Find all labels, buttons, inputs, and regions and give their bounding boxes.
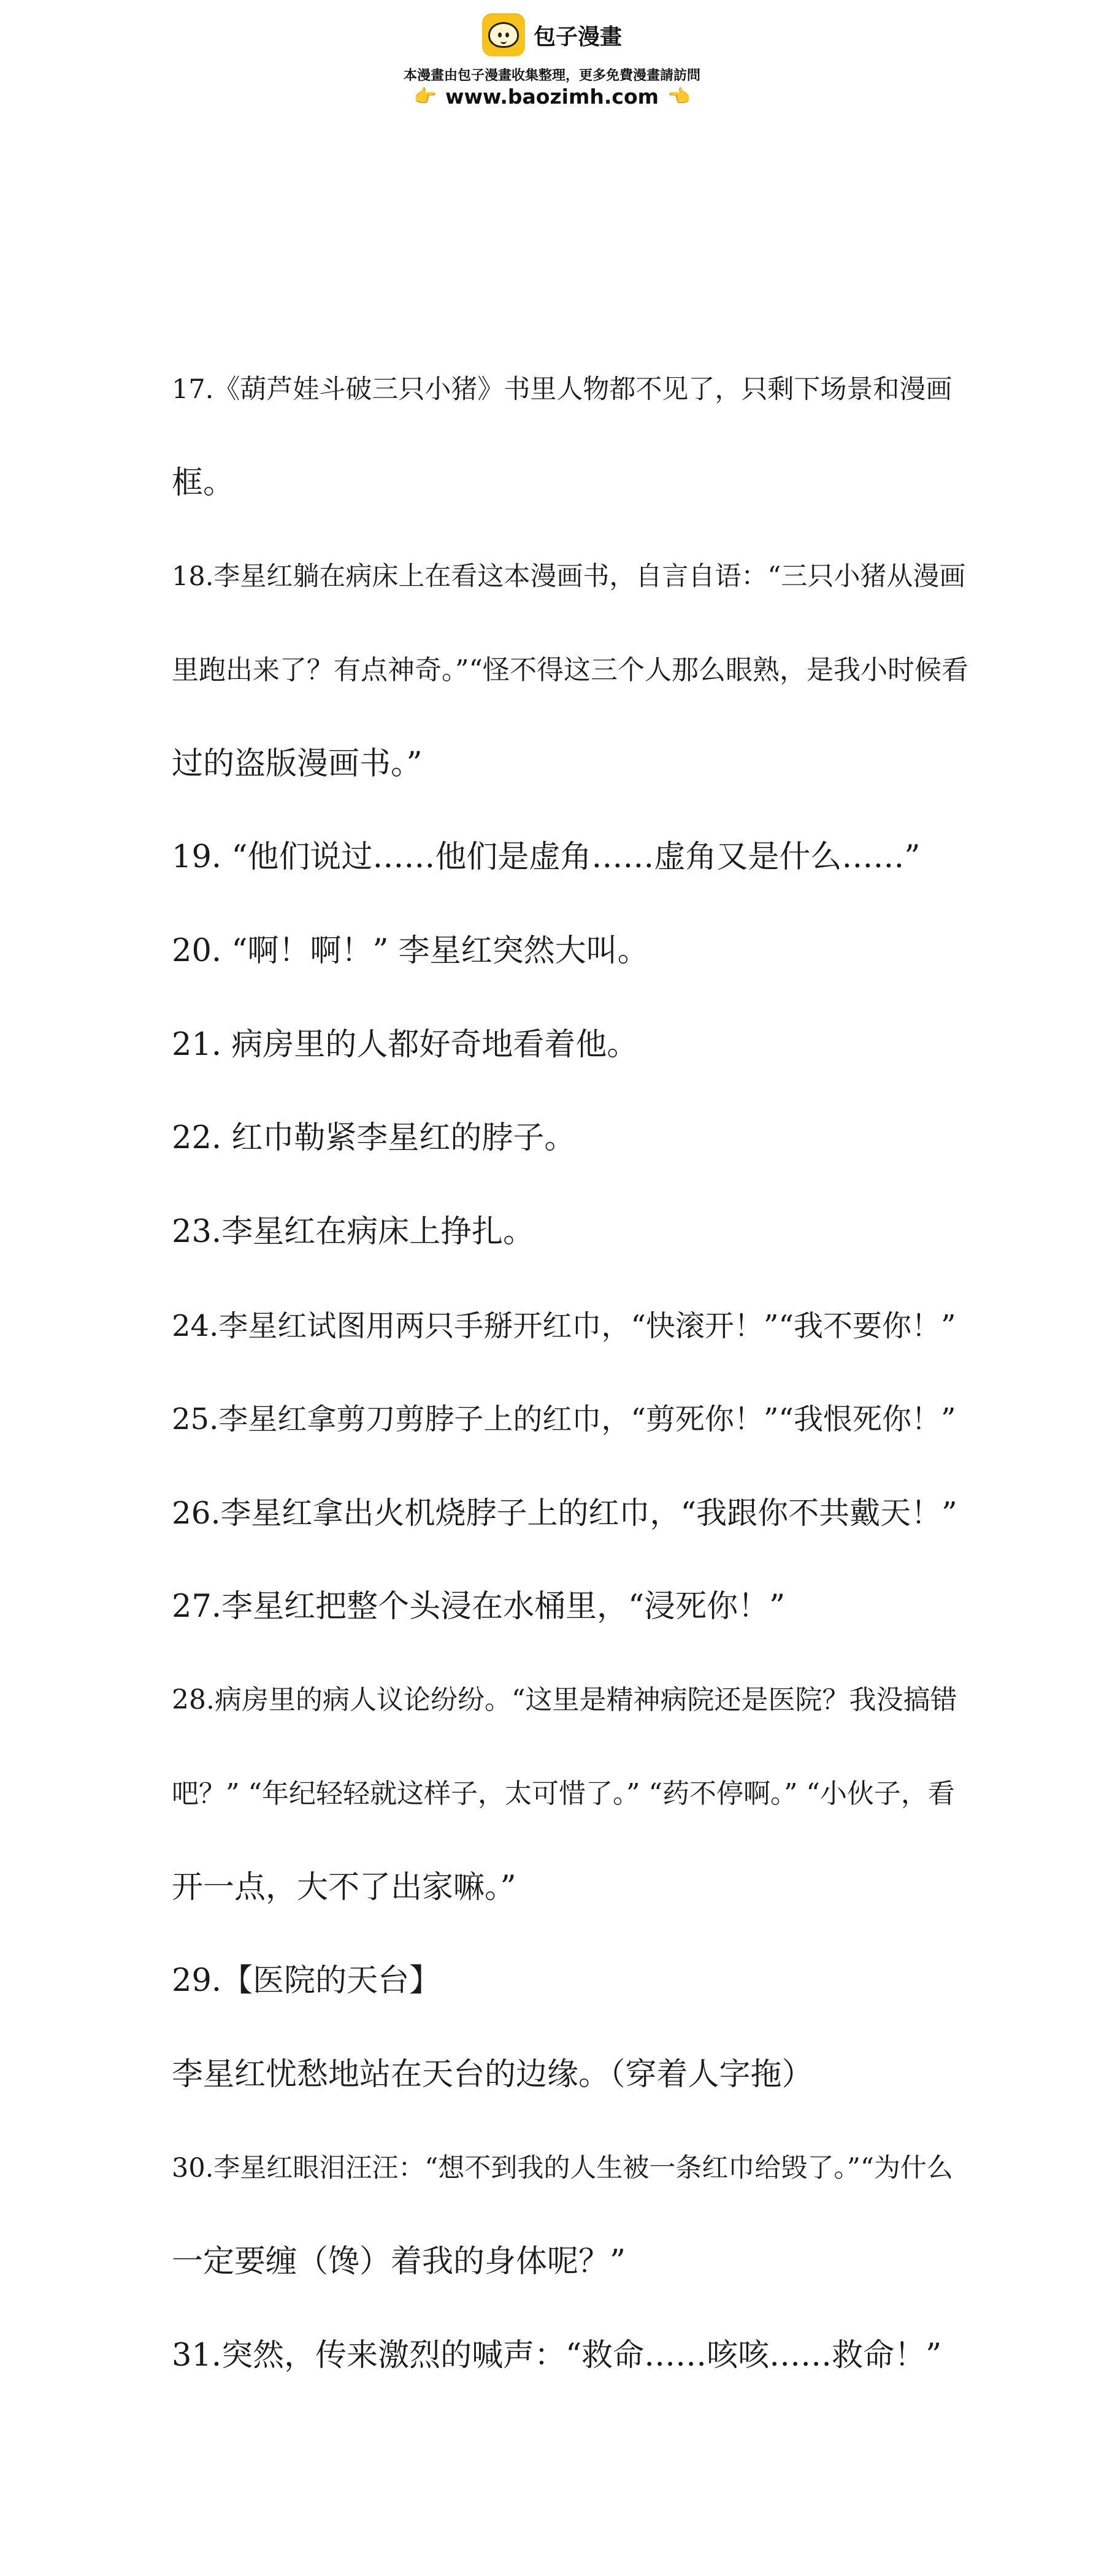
text-line: 20. “啊！啊！” 李星红突然大叫。 [172,933,649,969]
text-line: 李星红忧愁地站在天台的边缘。（穿着人字拖） [172,2057,813,2093]
text-line: 27.李星红把整个头浸在水桶里，“浸死你！” [172,1589,786,1625]
text-line: 24.李星红试图用两只手掰开红巾，“快滚开！”“我不要你！” [172,1309,956,1343]
brand-name: 包子漫畫 [533,24,622,50]
bun-eye-left [498,33,502,37]
text-line: 18.李星红躺在病床上在看这本漫画书，自言自语：“三只小猪从漫画 [172,561,966,592]
text-line: 里跑出来了？有点神奇。”“怪不得这三个人那么眼熟，是我小时候看 [172,654,968,686]
text-line: 21. 病房里的人都好奇地看着他。 [172,1027,638,1063]
pointing-right-icon: 👉 [413,85,437,107]
pointing-left-icon: 👈 [667,85,691,107]
site-url[interactable]: www.baozimh.com [445,85,659,109]
text-line: 30.李星红眼泪汪汪：“想不到我的人生被一条红巾给毁了。”“为什么 [172,2153,953,2183]
text-line: 过的盗版漫画书。” [172,746,423,782]
bun-eye-right [505,33,509,37]
bun-face [488,22,519,48]
text-line: 26.李星红拿出火机烧脖子上的红巾，“我跟你不共戴天！” [172,1495,957,1531]
text-line: 吧？” “年纪轻轻就这样子，太可惜了。” “药不停啊。” “小伙子，看 [172,1778,955,1809]
bun-mouth [500,39,507,44]
text-line: 29.【医院的天台】 [172,1963,441,1999]
text-line: 31.突然，传来激烈的喊声：“救命……咳咳……救命！” [172,2337,942,2374]
site-notice: 本漫畫由包子漫畫收集整理，更多免費漫畫請訪問 [403,68,700,83]
text-line: 23.李星红在病床上挣扎。 [172,1214,535,1250]
text-line: 17.《葫芦娃斗破三只小猪》书里人物都不见了，只剩下场景和漫画 [172,374,953,405]
text-line: 一定要缠（馋）着我的身体呢？” [172,2244,626,2280]
brand-row[interactable] [0,13,1104,56]
text-line: 28.病房里的病人议论纷纷。“这里是精神病院还是医院？我没搞错 [172,1684,957,1715]
site-banner [0,0,1104,123]
text-line: 19. “他们说过……他们是虚角……虚角又是什么……” [172,839,921,875]
text-line: 框。 [172,465,235,501]
site-link-row[interactable] [0,85,1104,109]
text-line: 开一点，大不了出家嘛。” [172,1869,516,1906]
text-line: 22. 红巾勒紧李星红的脖子。 [172,1120,576,1156]
text-line: 25.李星红拿剪刀剪脖子上的红巾，“剪死你！”“我恨死你！” [172,1402,956,1436]
bun-face-icon [482,13,525,56]
